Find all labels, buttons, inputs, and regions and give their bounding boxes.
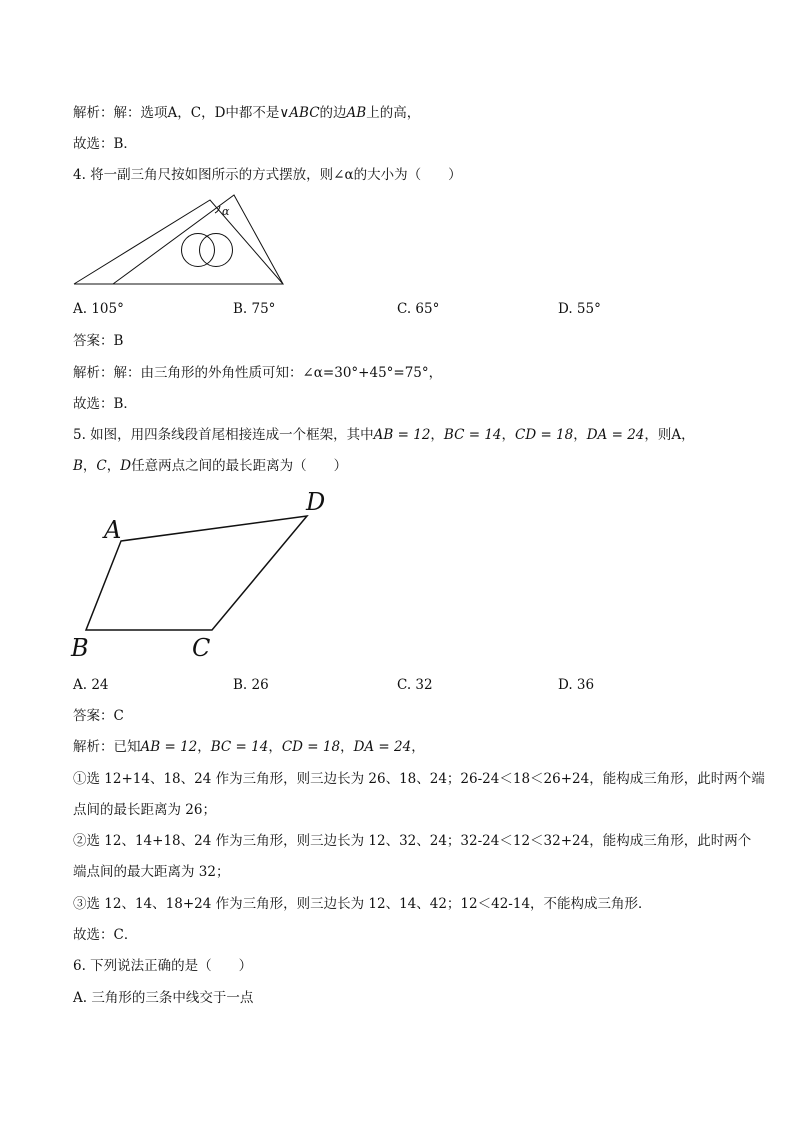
q5-eq-da: DA = 24 [586,427,645,443]
q4-triangle-30-60 [74,200,283,284]
q6-stem: 6. 下列说法正确的是（ ） [73,958,253,974]
q4-figure-triangles [70,192,290,290]
q4-alpha-label: α [222,205,230,218]
q4-hole-circle-right [200,234,233,267]
q4-stem: 4. 将一副三角尺按如图所示的方式摆放，则∠α的大小为（ ） [73,167,462,183]
q5-label-a: A [104,516,122,544]
q5-case1-line2: 点间的最长距离为 26； [73,802,216,818]
q5-stem-line1: 5. 如图，用四条线段首尾相接连成一个框架，其中AB = 12，BC = 14，CD = 18，DA = 24，则A， [73,427,695,443]
q5-eq-cd: CD = 18 [515,427,574,443]
q5-stem-text: 5. 如图，用四条线段首尾相接连成一个框架，其中 [73,427,374,443]
q5-answer: 答案：C [73,708,124,724]
q3-analysis-text: 解析：解：选项A，C，D中都不是 [73,105,280,121]
q5-case2-line1: ②选 12、14+18、24 作为三角形，则三边长为 12、32、24；32-24＜12＜32+24，能构成三角形，此时两个 [73,833,752,849]
q5-option-b: B. 26 [233,677,269,693]
q5-analysis-eq-bc: BC = 14 [210,739,269,755]
q5-option-c: C. 32 [397,677,433,693]
q5-label-d: D [306,488,326,516]
q5-point-b: B [73,458,83,474]
q5-label-c: C [192,634,211,662]
q5-analysis-eq-da: DA = 24 [353,739,412,755]
q5-analysis-known: 解析：已知AB = 12，BC = 14，CD = 18，DA = 24， [73,739,425,755]
q5-analysis-pre: 解析：已知 [73,739,141,755]
q5-option-a: A. 24 [73,677,109,693]
q5-case1-line1: ①选 12+14、18、24 作为三角形，则三边长为 26、18、24；26-24＜18＜26+24，能构成三角形，此时两个端 [73,771,765,787]
q6-option-a: A. 三角形的三条中线交于一点 [73,990,254,1006]
q5-case2-line2: 端点间的最大距离为 32； [73,864,230,880]
q3-triangle-symbol: ∨ABC [279,105,320,121]
q5-choose: 故选：C． [73,927,138,943]
q4-choose: 故选：B． [73,396,137,412]
q5-option-d: D. 36 [558,677,595,693]
q3-choose-line: 故选：B． [73,136,137,152]
q4-option-b: B. 75° [233,301,276,317]
q4-hole-circle-left [182,234,215,267]
q5-point-c: C [96,458,107,474]
q3-segment-ab: AB [346,105,367,121]
q4-analysis: 解析：解：由三角形的外角性质可知：∠α=30°+45°=75°， [73,365,443,381]
q5-eq-ab: AB = 12 [373,427,431,443]
q4-option-c: C. 65° [397,301,440,317]
q5-stem-line2: B，C，D任意两点之间的最长距离为（ ） [73,458,348,474]
q4-option-a: A. 105° [73,301,124,317]
q5-analysis-eq-ab: AB = 12 [140,739,198,755]
q3-analysis-text-mid: 的边 [319,105,347,121]
q5-label-b: B [71,634,89,662]
q5-eq-bc: BC = 14 [443,427,502,443]
q5-figure-quadrilateral [66,488,336,666]
q4-option-d: D. 55° [558,301,601,317]
q3-analysis-line [73,104,420,122]
q4-answer: 答案：B [73,333,124,349]
q5-point-d: D [120,458,132,474]
q4-triangle-45 [113,195,283,284]
q5-case3: ③选 12、14、18+24 作为三角形，则三边长为 12、14、42；12＜42-14，不能构成三角形． [73,896,652,912]
q5-stem-tail: 任意两点之间的最长距离为（ ） [131,458,348,474]
q5-analysis-eq-cd: CD = 18 [281,739,341,755]
q3-analysis-text-post: 上的高， [366,105,421,121]
q5-stem-then: ，则A， [644,427,695,443]
